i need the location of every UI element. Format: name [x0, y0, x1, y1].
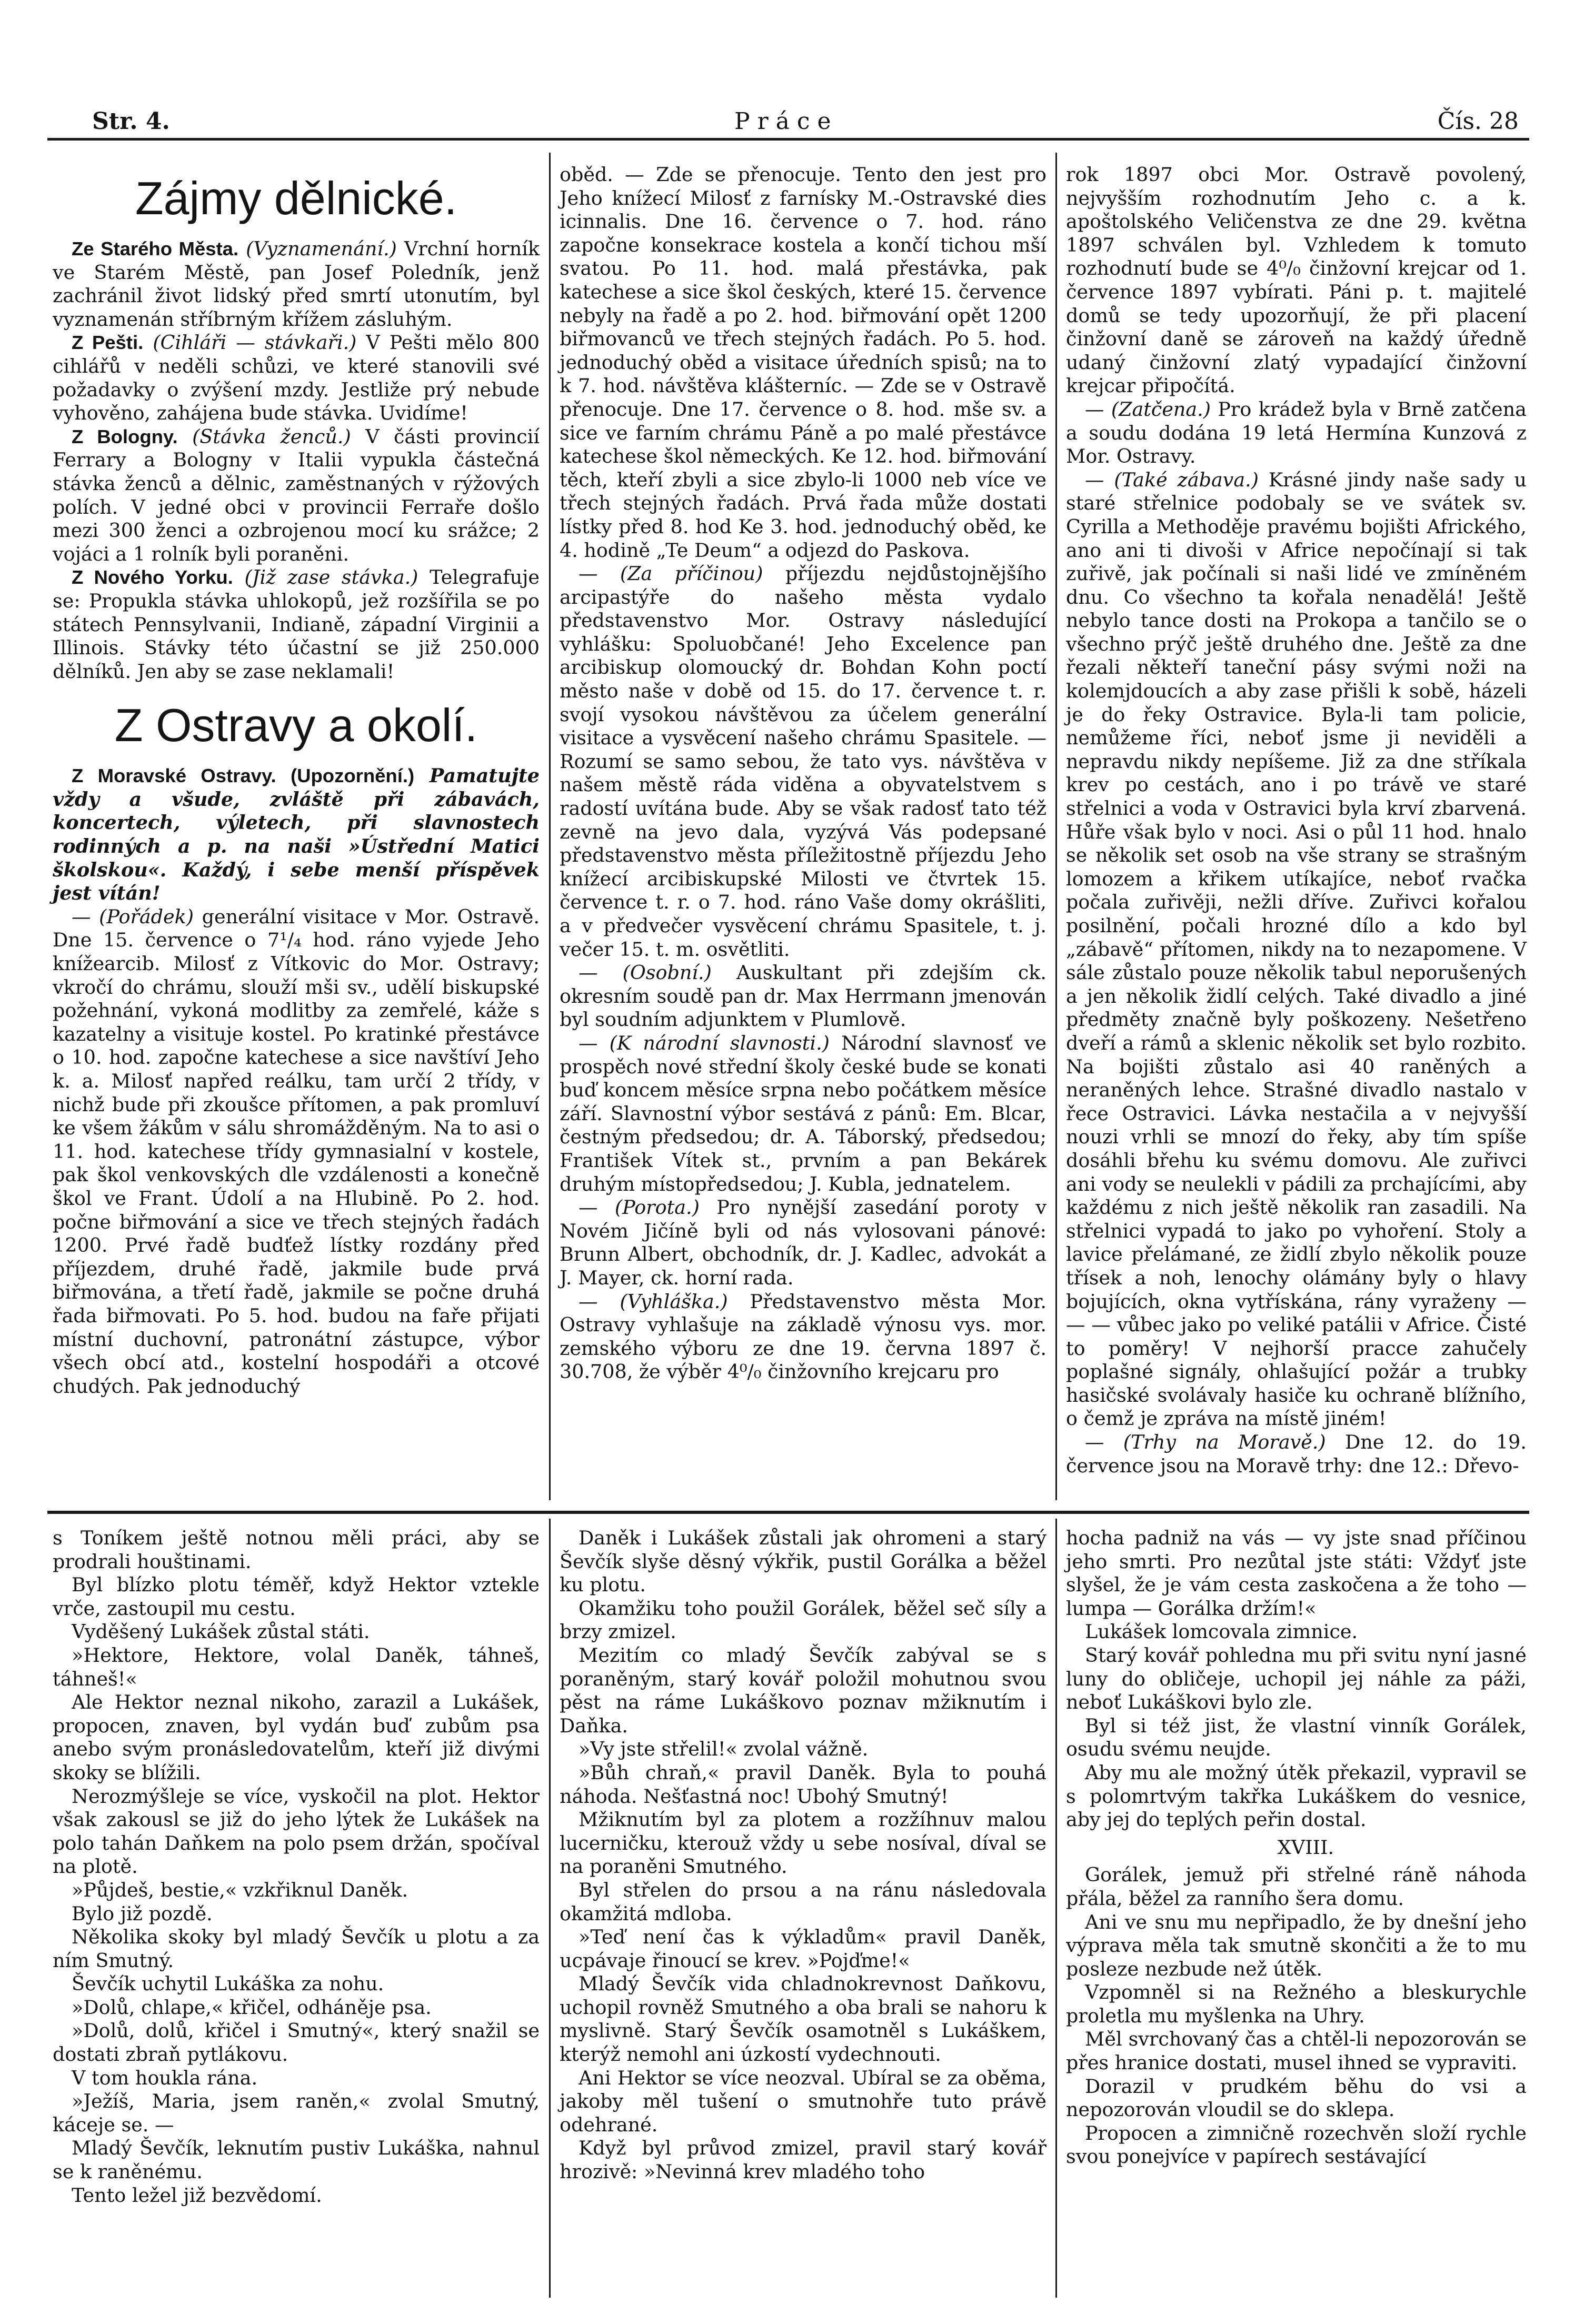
story-paragraph: »Dolů, dolů, křičel i Smutný«, který snažil se dostati zbraň pytlákovu.	[53, 2019, 540, 2066]
story-paragraph: Vyděšený Lukášek zůstal státi.	[72, 1620, 370, 1643]
news-item: Z Nového Yorku. (Již zase stávka.) Telegrafuje se: Propukla stávka uhlokopů, jež rozšířila se po státech Pennsylvanii, Indianě, západní Virginii a Illinois. Stávky této účastní se již 250.000 dělníků. Jen aby se zase neklamali!	[53, 566, 540, 683]
story-paragraph: Tento ležel již bezvědomí.	[72, 2183, 322, 2207]
story-paragraph: »Ježíš, Maria, jsem raněn,« zvolal Smutný, káceje se. —	[53, 2090, 540, 2136]
news-item: — (Osobní.) Auskultant při zdejším ck. okresním soudě pan dr. Max Herrmann jmenován byl soudním adjunktem v Plumlově.	[560, 961, 1046, 1031]
section-heading-ostrava: Z Ostravy a okolí.	[114, 699, 478, 752]
story-paragraph: Ani Hektor se více neozval. Ubíral se za oběma, jakoby měl tušení o smutnohře tuto právě odehrané.	[560, 2066, 1046, 2136]
news-item: Z Pešti. (Cihláři — stávkaři.) V Pešti mělo 800 cihlářů v neděli schůzi, ve které stanovili své požadavky o zvýšení mzdy. Jestliže prý nebude vyhověno, zahájena bude stávka. Uvidíme!	[53, 331, 540, 425]
story-paragraph: Několika skoky byl mladý Ševčík u plotu a za ním Smutný.	[53, 1926, 540, 1972]
story-paragraph: Byl střelen do prsou a na ránu následovala okamžitá mdloba.	[560, 1878, 1046, 1925]
section-heading-labour: Zájmy dělnické.	[135, 172, 457, 224]
news-item: Ze Starého Města. (Vyznamenání.) Vrchní horník ve Starém Městě, pan Josef Poledník, jenž zachránil život lidský před smrtí utonutím, byl vyznamenán stříbrným křížem zásluhým.	[53, 237, 540, 331]
story-paragraph: Vzpomněl si na Režného a bleskurychle proletla mu myšlenka na Uhry.	[1066, 1981, 1527, 2027]
story-paragraph: Daněk i Lukášek zůstali jak ohromeni a starý Ševčík slyše děsný výkřik, pustil Gorálka a běžel ku plotu.	[560, 1527, 1046, 1597]
chapter-number: XVIII.	[1277, 1836, 1334, 1859]
news-item: — (Trhy na Moravě.) Dne 12. do 19. července jsou na Moravě trhy: dne 12.: Dřevo-	[1066, 1431, 1527, 1477]
story-paragraph: Bylo již pozdě.	[72, 1902, 213, 1925]
story-paragraph: V tom houkla rána.	[72, 2066, 258, 2089]
news-item: — (Za příčinou) příjezdu nejdůstojnějšího arcipastýře do našeho města vydalo představenstvo Mor. Ostravy následující vyhlášku: Spoluobčané! Jeho Excelence pan arcibiskup olomoucký dr. Bohdan Kohn poctí město naše v době od 15. do 17. července t. r. svojí vysokou návštěvou za účelem generální visitace a vysvěcení našeho chrámu Spasitele. — Rozumí se samo sebou, že tato vys. návštěva v našem městě ráda viděna a obyvatelstvem s radostí uvítána bude. Aby se však radosť tato též zevně na jevo dala, vyzývá Vás podepsané představenstvo města příležitostně příjezdu Jeho knížecí arcibiskupské Milosti ve čtvrtek 15. července t. r. o 7. hod. ráno Vaše domy okrášliti, a v předvečer vysvěcení chrámu Spasitele, t. j. večer 15. t. m. osvětliti.	[560, 562, 1046, 961]
story-paragraph: »Dolů, chlape,« křičel, odháněje psa.	[72, 1996, 432, 2019]
story-paragraph: »Teď není čas k výkladům« pravil Daněk, ucpávaje řinoucí se krev. »Pojďme!«	[560, 1926, 1046, 1972]
story-paragraph: Ani ve snu mu nepřipadlo, že by dnešní jeho výprava měla tak smutně skončiti a že to mu posleze nezbude než útěk.	[1066, 1910, 1527, 1980]
news-item: — (Pořádek) generální visitace v Mor. Ostravě. Dne 15. července o 7¹/₄ hod. ráno vyjede Jeho knížearcib. Milosť z Vítkovic do Mor. Ostravy; vkročí do chrámu, slouží mši sv., udělí biskupské požehnání, vykoná modlitby za zemřelé, káže s kazatelny a visituje kostel. Po kratinké přestávce o 10. hod. započne katechese a sice navštíví Jeho k. a. Milosť napřed reálku, tam určí 2 třídy, v nichž bude při zkoušce přítomen, a pak promluví ke všem žákům v sálu shromážděným. Na to asi o 11. hod. katechese třídy gymnasialní v kostele, pak škol venkovských dle vzdálenosti a konečně škol ve Frant. Údolí a na Hlubině. Po 2. hod. počne biřmování a sice ve třech stejných řadách 1200. Prvé řadě budťež lístky rozdány před příjezdem, druhé řadě, jakmile bude prvá biřmována, a třetí řadě, jakmile se počne druhá řada biřmovati. Po 5. hod. budou na faře přijati místní duchovní, patronátní zástupce, výbor všech obcí atd., kostelní hospodáři a otcové chudých. Pak jednoduchý	[53, 905, 540, 1398]
story-paragraph: Ševčík uchytil Lukáška za nohu.	[72, 1972, 384, 1996]
page-header	[50, 108, 1529, 139]
story-paragraph: »Půjdeš, bestie,« vzkřiknul Daněk.	[72, 1878, 408, 1901]
story-paragraph: Mladý Ševčík vida chladnokrevnost Daňkovu, uchopil rovněž Smutného a oba brali se nahoru k myslivně. Starý Ševčík osamotněl s Lukáškem, kterýž nemohl ani úzkostí vydechnouti.	[560, 1972, 1046, 2066]
story-paragraph: Propocen a zimničně rozechvěn složí rychle svou ponejvíce v papírech sestávající	[1066, 2121, 1527, 2168]
news-item: — (Také zábava.) Krásné jindy naše sady u staré střelnice podobaly se ve svátek sv. Cyrilla a Methoděje pravému bojišti Afrického, ano ani ti divoši v Africe nepočínají si tak zuřivě, jak počínali si naši lidé ve zmíněném dnu. Co všechno ta kořala nenadělá! Ještě nebylo tance dosti na Prokopa a tančilo se o všechno prýč ještě druhého dne. Ještě za dne řezali někteří taneční pásy svými noži na kolemjdoucích a aby zase přišli k sobě, házeli je do řeky Ostravice. Byla-li tam policie, nemůžeme říci, neboť jsme ji neviděli a nepravdu nikdy nepíšeme. Již za dne stříkala krev po cestách, ano i po trávě ve staré střelnici a voda v Ostravici byla krví zbarvená. Hůře však bylo v noci. Asi o půl 11 hod. hnalo se několik set osob na vše strany se strašným lomozem a křikem utíkajíce, neboť rvačka počala zuřivěji, nežli dříve. Zuřivci kořalou posilnění, počali hrozné dílo a kdo byl „zábavě“ přítomen, nikdy na to nezapomene. V sále zůstalo pouze několik tabul neporušených a jen několik židlí celých. Také divadlo a jiné předměty značně byly poškozeny. Nešetřeno dveří a rámů a sklenic několik set bylo rozbito. Na bojišti zůstalo asi 40 raněných a neraněných lehce. Strašné divadlo nastalo v řece Ostravici. Lávka nestačila a v nejvyšší nouzi vrhli se mnozí do řeky, aby tím spíše dosáhli břehu ku svému domovu. Ale zuřivci ani vody se neulekli v pádili za prchajícími, aby každému z nich ještě několik ran zasadili. Na střelnici vypadá to jako po vyhoření. Stoly a lavice přelámané, ze židlí zbylo několik pouze třísek a noh, lenochy olámány byly o hlavy bojujících, okna vytřískána, rány vyraženy — — — vůbec jako po veliké patálii v Africe. Čisté to poměry! V nejhorší pracce zahučely poplašné signály, ohlašující požár a trubky hasičské svolávaly hasiče ku ochraně blížního, o čemž je zpráva na místě jiném!	[1066, 468, 1527, 1430]
section-rule	[47, 1511, 1529, 1514]
column-rule	[549, 1519, 551, 2298]
news-item: — (Zatčena.) Pro krádež byla v Brně zatčena a soudu dodána 19 letá Hermína Kunzová z Mor. Ostravy.	[1066, 397, 1527, 468]
story-paragraph: »Hektore, Hektore, volal Daněk, táhneš, táhneš!«	[53, 1643, 540, 1690]
news-item: — (Porota.) Pro nynější zasedání poroty v Novém Jičíně byli od nás vylosovani pánové: Brunn Albert, obchodník, dr. J. Kadlec, advokát a J. Mayer, ck. horní rada.	[560, 1196, 1047, 1289]
column-rule	[1055, 1519, 1057, 2298]
news-item: Z Moravské Ostravy. (Upozornění.) Pamatujte vždy a všude, zvláště při zábavách, koncertech, výletech, při slavnostech rodinných a p. na naši »Ústřední Matici školskou«. Každý, i sebe menší příspěvek jest vítán!	[53, 764, 540, 905]
story-paragraph: Mladý Ševčík, leknutím pustiv Lukáška, nahnul se k raněnému.	[53, 2137, 540, 2183]
story-paragraph: Okamžiku toho použil Gorálek, běžel seč síly a brzy zmizel.	[560, 1597, 1046, 1643]
story-column-3	[1066, 1527, 1527, 2169]
news-item: rok 1897 obci Mor. Ostravě povolený, nejvyšším rozhodnutím Jeho c. a k. apoštolského Veličenstva ze dne 29. května 1897 schválen byl. Vzhledem k tomuto rozhodnutí bude se 4⁰/₀ činžovní krejcar od 1. července 1897 vybírati. Páni p. t. majitelé domů se tedy upozorňují, že při placení činžovní daně se zároveň na každý úředně udaný činžovní zlatý vypadající činžovní krejcar připočítá.	[1066, 163, 1527, 397]
story-paragraph: Ale Hektor neznal nikoho, zarazil a Lukášek, propocen, znaven, byl vydán buď zubům psa anebo svým pronásledovatelům, kteří již divými skoky se blížili.	[53, 1691, 540, 1784]
news-item: — (Vyhláška.) Představenstvo města Mor. Ostravy vyhlašuje na základě výnosu vys. mor. zemského výboru ze dne 19. června 1897 č. 30.708, že výběr 4⁰/₀ činžovního krejcaru pro	[560, 1290, 1046, 1383]
story-paragraph: Měl svrchovaný čas a chtěl-li nepozorován se přes hranice dostati, musel ihned se vypraviti.	[1066, 2028, 1527, 2074]
story-paragraph: Byl si též jist, že vlastní vinník Gorálek, osudu svému neujde.	[1066, 1714, 1527, 1761]
story-paragraph: Nerozmýšleje se více, vyskočil na plot. Hektor však zakousl se již do jeho lýtek že Lukášek na polo tahán Daňkem na polo psem držán, spočíval na plotě.	[53, 1784, 540, 1878]
news-item: — (K národní slavnosti.) Národní slavnosť ve prospěch nové střední školy české bude se konati buď koncem měsíce srpna nebo počátkem měsíce září. Slavnostní výbor sestává z pánů: Em. Blcar, čestným předsedou; dr. A. Táborský, předsedou; František Vítek st., prvním a pan Bekárek druhým místopředsedou; J. Kubla, jednatelem.	[560, 1031, 1046, 1195]
story-column-1	[53, 1527, 540, 2207]
story-paragraph: Byl blízko plotu téměř, když Hektor vztekle vrče, zastoupil mu cestu.	[53, 1573, 540, 1620]
newspaper-title: P r á c e	[734, 108, 831, 135]
story-paragraph: s Toníkem ještě notnou měli práci, aby se prodrali houštinami.	[53, 1527, 540, 1573]
story-paragraph: »Bůh chraň,« pravil Daněk. Byla to pouhá náhoda. Nešťastná noc! Ubohý Smutný!	[560, 1761, 1046, 1808]
header-rule	[47, 138, 1529, 141]
column-rule	[549, 153, 551, 1500]
news-item: Z Bologny. (Stávka ženců.) V části provincií Ferrary a Bologny v Italii vypukla částečná stávka ženců a dělnic, zaměstnaných v rýžových polích. V jedné obci v provincii Ferraře došlo mezi 300 ženci a ozbrojenou mocí ku srážce; 2 vojáci a 1 rolník byli poraněni.	[53, 425, 540, 565]
story-paragraph: Starý kovář pohledna mu při svitu nyní jasné luny do obličeje, uchopil jej náhle za páži, neboť Lukáškovi bylo zle.	[1066, 1643, 1527, 1714]
column-rule	[1055, 153, 1057, 1500]
story-paragraph: Mžiknutím byl za plotem a rozžíhnuv malou lucerničku, kterouž vždy u sebe nosíval, díval se na poraněni Smutného.	[560, 1808, 1046, 1878]
story-paragraph: Mezitím co mladý Ševčík zabýval se s poraněným, starý kovář položil mohutnou svou pěst na ráme Lukáškovo poznav mžiknutím i Daňka.	[560, 1643, 1046, 1737]
story-paragraph: »Vy jste střelil!« zvolal vážně.	[579, 1738, 869, 1761]
page-number: Str. 4.	[92, 108, 170, 135]
top-column-3	[1066, 163, 1527, 1478]
issue-number: Čís. 28	[1437, 108, 1519, 135]
story-paragraph: Aby mu ale možný útěk překazil, vypravil se s polomrtvým takřka Lukáškem do vesnice, aby jej do teplých peřin dostal.	[1066, 1761, 1527, 1831]
story-paragraph: Lukášek lomcovala zimnice.	[1085, 1620, 1358, 1643]
story-paragraph: Gorálek, jemuž při střelné ráně náhoda přála, běžel za ranního šera domu.	[1066, 1863, 1527, 1910]
story-paragraph: Dorazil v prudkém běhu do vsi a nepozorován vloudil se do sklepa.	[1066, 2074, 1527, 2121]
story-column-2	[560, 1527, 1046, 2184]
story-paragraph: hocha padniž na vás — vy jste snad příčinou jeho smrti. Pro nezůtal jste státi: Vždyť jste slyšel, že je vám cesta zaskočena a že toho — lumpa — Gorálka držím!«	[1066, 1527, 1527, 1620]
top-column-1	[53, 161, 540, 1398]
news-item: oběd. — Zde se přenocuje. Tento den jest pro Jeho knížecí Milosť z farnísky M.-Ostravské dies icinnalis. Dne 16. července o 7. hod. ráno započne konsekrace kostela a končí tichou mší svatou. Po 11. hod. malá přestávka, pak katechese a sice škol českých, které 15. července nebyly na řadě a po 2. hod. biřmování opět 1200 biřmovanců ve třech stejných řadách. Po 5. hod. jednoduchý oběd a visitace úředních spisů; na to k 7. hod. návštěva klášterníc. — Zde se v Ostravě přenocuje. Dne 17. července o 8. hod. mše sv. a sice ve farním chrámu Páně a po malé přestávce katechese škol německých. Ke 12. hod. biřmování těch, kteří zbyli a sice zbylo-li 1000 neb více ve třech stejných řadách. Prvá řada může dostati lístky před 8. hod Ke 3. hod. jednoduchý oběd, ke 4. hodině „Te Deum“ a odjezd do Paskova.	[560, 163, 1046, 562]
top-column-2	[560, 163, 1046, 1384]
story-paragraph: Když byl průvod zmizel, pravil starý kovář hrozivě: »Nevinná krev mladého toho	[560, 2137, 1046, 2183]
